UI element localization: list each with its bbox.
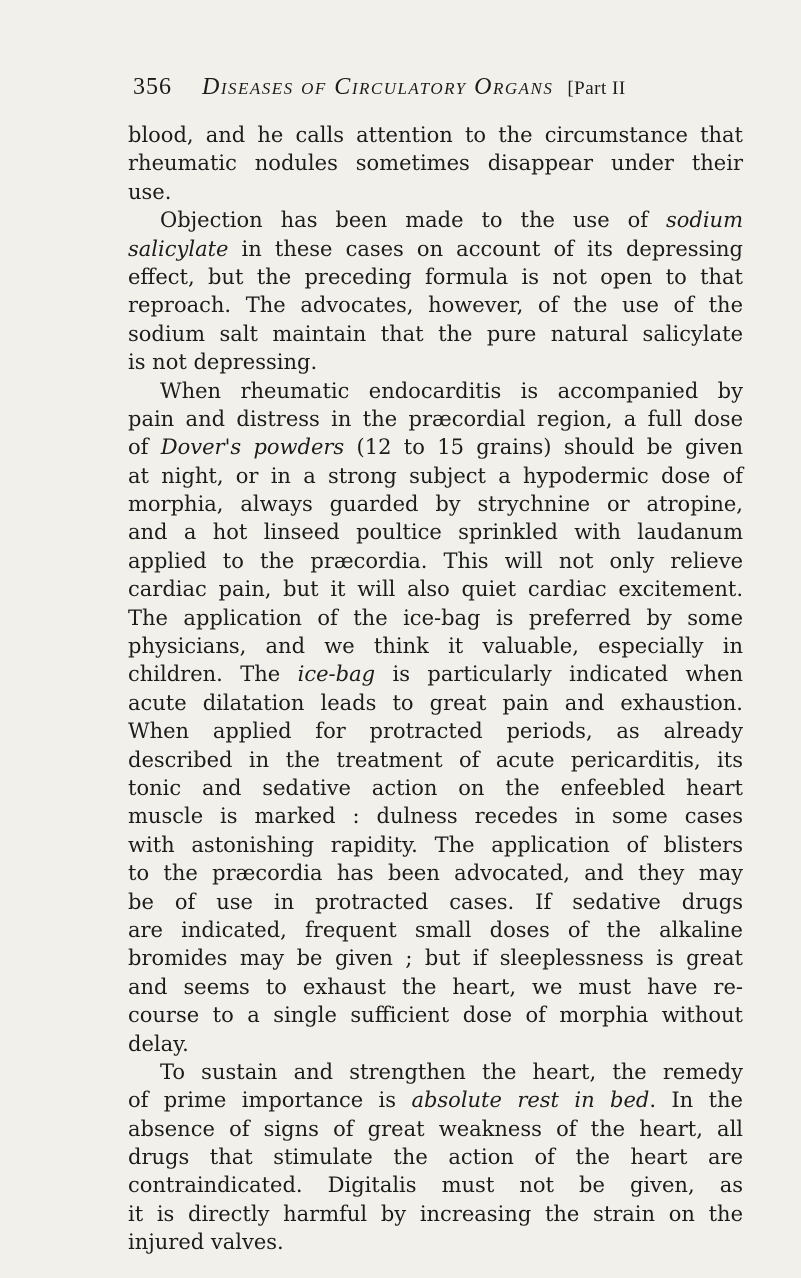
running-title: Diseases of Circulatory Organs (202, 74, 554, 100)
text-line: effect, but the preceding formula is not open to that (128, 264, 743, 289)
text-line: are indicated, frequent small doses of the alkaline (128, 917, 743, 942)
page-number: 356 (133, 74, 172, 100)
text-line: Objection has been made to the use of sodium (160, 208, 743, 233)
italic-term: Dover's powders (160, 435, 345, 460)
italic-term: sodium (665, 208, 743, 233)
text-line: To sustain and strengthen the heart, the remedy (160, 1059, 743, 1084)
text-line: salicylate in these cases on account of its depressing (128, 236, 743, 261)
italic-term: ice-bag (297, 662, 376, 687)
text-line: absence of signs of great weakness of the heart, all (128, 1116, 743, 1141)
text-line: delay. (128, 1031, 189, 1056)
text-line: is not depressing. (128, 350, 318, 375)
text-line: course to a single sufficient dose of morphia without (128, 1003, 743, 1028)
page-header (133, 74, 743, 110)
text-line: with astonishing rapidity. The application of blisters (128, 832, 743, 857)
text-line: blood, and he calls attention to the circumstance that (128, 123, 743, 147)
text-line: cardiac pain, but it will also quiet cardiac excitement. (128, 577, 743, 602)
text-line: and a hot linseed poultice sprinkled with laudanum (128, 520, 743, 545)
text-line: injured valves. (128, 1230, 284, 1255)
text-line: to the præcordia has been advocated, and they may (128, 861, 743, 886)
text-line: children. The ice-bag is particularly indicated when (128, 662, 743, 687)
text-line: contraindicated. Digitalis must not be given, as (128, 1173, 743, 1198)
text-line: rheumatic nodules sometimes disappear under their (128, 151, 743, 176)
text-line: of prime importance is absolute rest in bed. In the (128, 1088, 743, 1113)
text-line: applied to the præcordia. This will not only relieve (128, 548, 743, 573)
text-line: and seems to exhaust the heart, we must have re- (128, 974, 743, 999)
italic-term: absolute rest in bed (411, 1088, 650, 1113)
text-line: at night, or in a strong subject a hypodermic dose of (128, 463, 743, 488)
text-line: When applied for protracted periods, as already (128, 719, 743, 744)
text-line: morphia, always guarded by strychnine or atropine, (128, 492, 743, 517)
text-line: When rheumatic endocarditis is accompanied by (160, 378, 743, 403)
text-line: of Dover's powders (12 to 15 grains) should be given (128, 435, 743, 460)
text-line: drugs that stimulate the action of the heart are (128, 1145, 743, 1170)
text-line: bromides may be given ; but if sleeplessness is great (128, 946, 743, 971)
text-line: sodium salt maintain that the pure natural salicylate (128, 321, 743, 346)
text-line: physicians, and we think it valuable, especially in (128, 634, 743, 659)
part-label: [Part II (567, 78, 626, 99)
text-line: described in the treatment of acute pericarditis, its (128, 747, 743, 772)
body-text (128, 121, 743, 1257)
text-line: use. (128, 179, 172, 204)
text-line: muscle is marked : dulness recedes in some cases (128, 804, 743, 829)
text-line: acute dilatation leads to great pain and exhaustion. (128, 690, 743, 715)
text-line: be of use in protracted cases. If sedative drugs (128, 889, 743, 914)
text-line: reproach. The advocates, however, of the use of the (128, 293, 743, 318)
text-line: tonic and sedative action on the enfeebled heart (128, 775, 743, 800)
text-line: pain and distress in the præcordial region, a full dose (128, 406, 743, 431)
italic-term: salicylate (128, 236, 229, 261)
text-line: The application of the ice-bag is preferred by some (128, 605, 743, 630)
text-line: it is directly harmful by increasing the strain on the (128, 1201, 743, 1226)
